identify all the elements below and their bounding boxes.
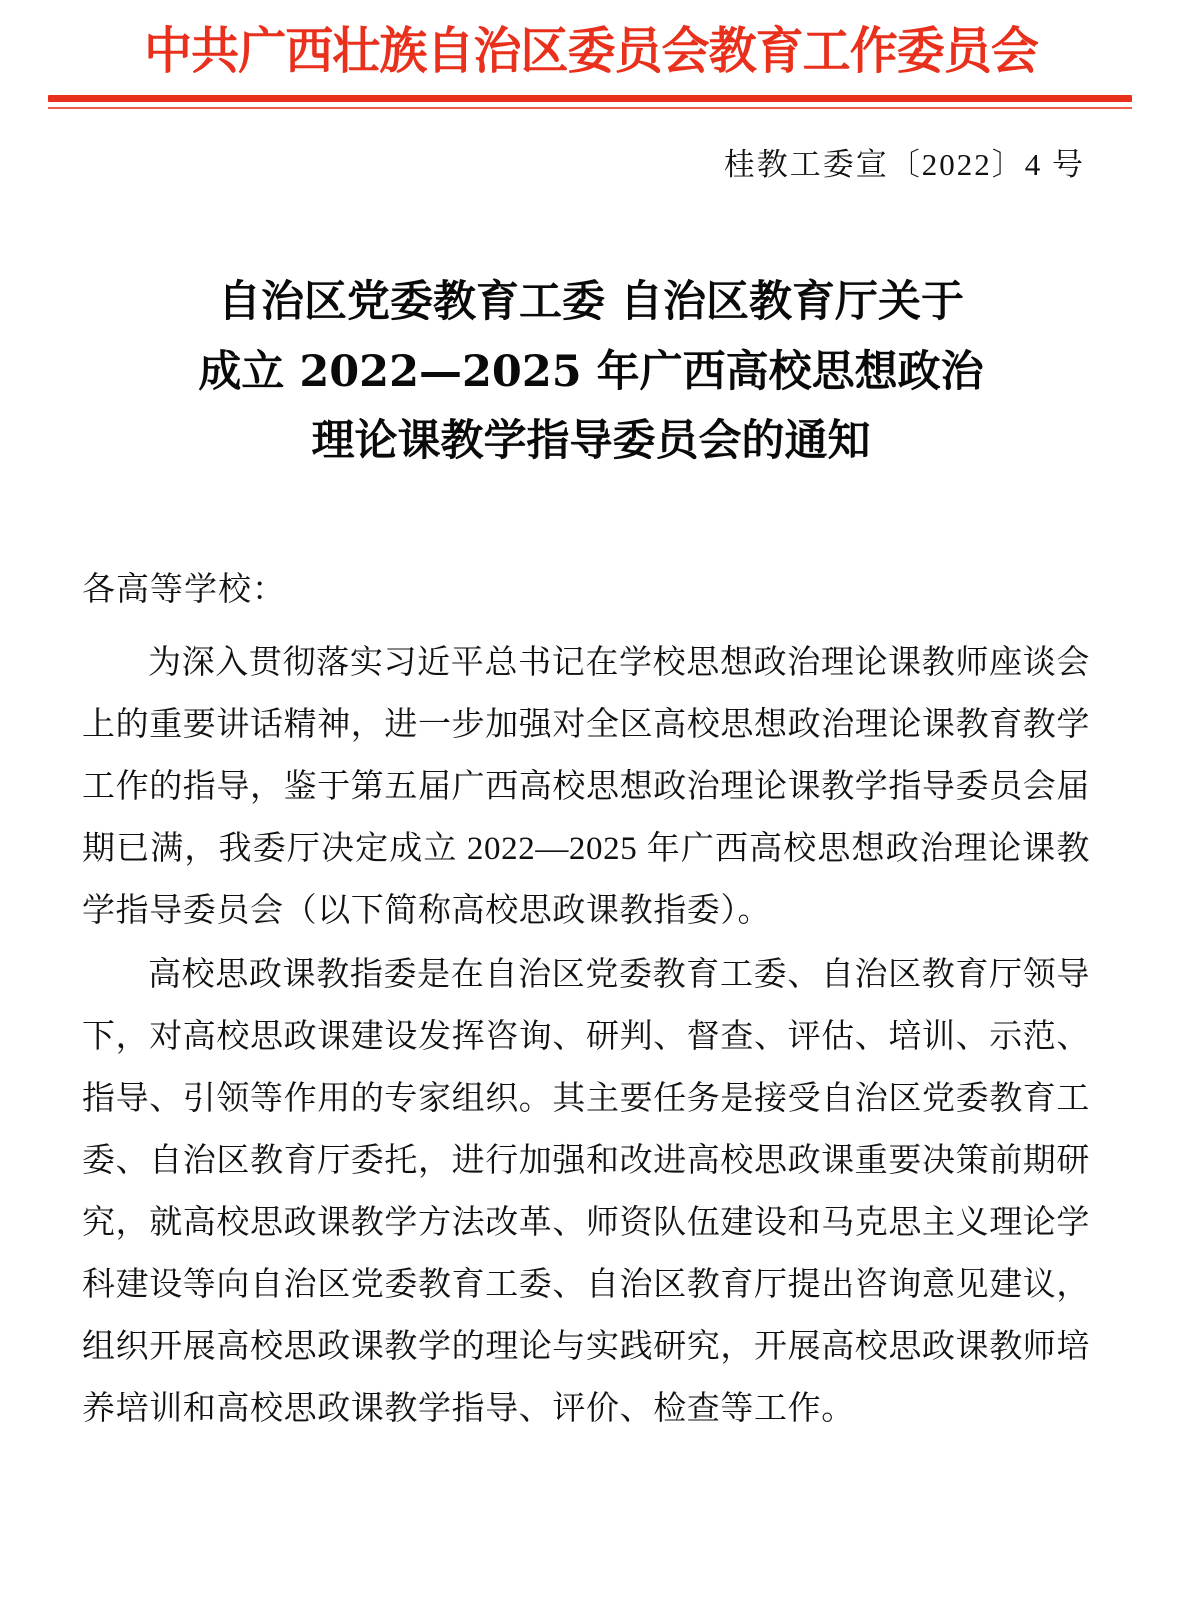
document-title-line-2: 成立 2022—2025 年广西高校思想政治 [198, 346, 984, 397]
body-paragraph-1: 为深入贯彻落实习近平总书记在学校思想政治理论课教师座谈会上的重要讲话精神，进一步加强对全区高校思想政治理论课教育教学工作的指导，鉴于第五届广西高校思想政治理论课教学指导委员会届期已满，我委厅决定成立 2022—2025 年广西高校思想政治理论课教学指导委员会（以下简称高校思政课教指委）。 [82, 644, 1090, 929]
issuing-authority-title: 中共广西壮族自治区委员会教育工作委员会 [144, 21, 1038, 80]
divider-thin-line [48, 107, 1132, 109]
document-title [0, 268, 1182, 477]
document-title-line-3: 理论课教学指导委员会的通知 [311, 416, 871, 467]
document-body [82, 566, 1090, 1442]
divider-thick-line [48, 95, 1132, 102]
document-title-line-1: 自治区党委教育工委 自治区教育厅关于 [218, 277, 964, 327]
letterhead-banner [0, 21, 1182, 80]
salutation: 各高等学校： [82, 572, 286, 608]
letterhead-divider [48, 95, 1132, 109]
body-paragraph-2: 高校思政课教指委是在自治区党委教育工委、自治区教育厅领导下，对高校思政课建设发挥咨询、研判、督查、评估、培训、示范、指导、引领等作用的专家组织。其主要任务是接受自治区党委教育工委、自治区教育厅委托，进行加强和改进高校思政课重要决策前期研究，就高校思政课教学方法改革、师资队伍建设和马克思主义理论学科建设等向自治区党委教育工委、自治区教育厅提出咨询意见建议，组织开展高校思政课教学的理论与实践研究，开展高校思政课教师培养培训和高校思政课教学指导、评价、检查等工作。 [82, 956, 1090, 1427]
document-number: 桂教工委宣〔2022〕4 号 [723, 147, 1085, 182]
